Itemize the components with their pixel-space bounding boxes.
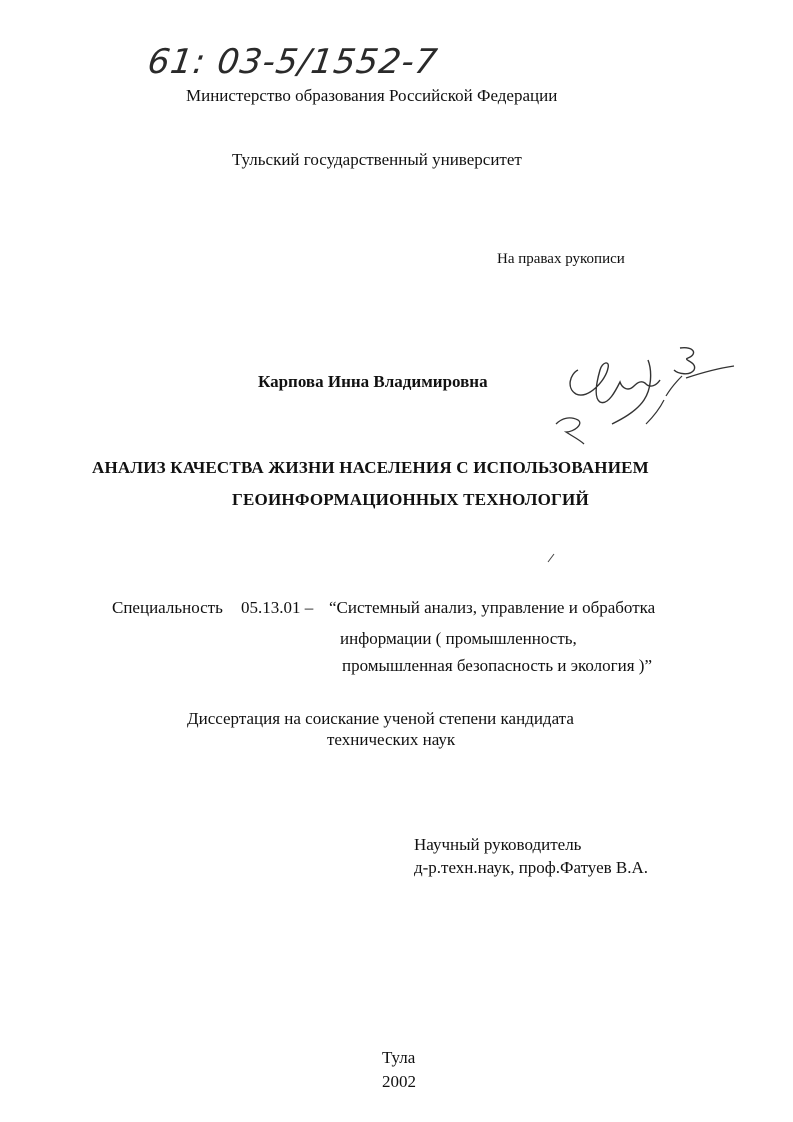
pen-mark bbox=[546, 552, 556, 564]
university-name: Тульский государственный университет bbox=[232, 150, 522, 169]
specialty-title-line-3: промышленная безопасность и экология )” bbox=[342, 656, 653, 675]
specialty-code: 05.13.01 – bbox=[241, 598, 314, 617]
specialty-label: Специальность bbox=[112, 598, 223, 617]
year: 2002 bbox=[382, 1072, 416, 1091]
handwritten-archive-code: 61: 03-5/1552-7 bbox=[145, 42, 441, 82]
dissertation-degree-line-1: Диссертация на соискание ученой степени кандидата bbox=[187, 709, 574, 728]
author-name: Карпова Инна Владимировна bbox=[258, 372, 488, 391]
specialty-title-line-2: информации ( промышленность, bbox=[340, 629, 577, 648]
dissertation-title-line-2: ГЕОИНФОРМАЦИОННЫХ ТЕХНОЛОГИЙ bbox=[232, 490, 589, 509]
supervisor-name: д-р.техн.наук, проф.Фатуев В.А. bbox=[414, 858, 649, 877]
specialty-title-line-1: “Системный анализ, управление и обработка bbox=[329, 598, 656, 617]
signature-image bbox=[548, 340, 738, 450]
manuscript-rights-note: На правах рукописи bbox=[497, 251, 625, 267]
dissertation-title-line-1: АНАЛИЗ КАЧЕСТВА ЖИЗНИ НАСЕЛЕНИЯ С ИСПОЛЬЗОВАНИЕМ bbox=[92, 458, 649, 477]
dissertation-degree-line-2: технических наук bbox=[327, 730, 456, 749]
city: Тула bbox=[382, 1048, 416, 1067]
ministry-name: Министерство образования Российской Федерации bbox=[186, 86, 558, 105]
supervisor-label: Научный руководитель bbox=[414, 835, 582, 854]
